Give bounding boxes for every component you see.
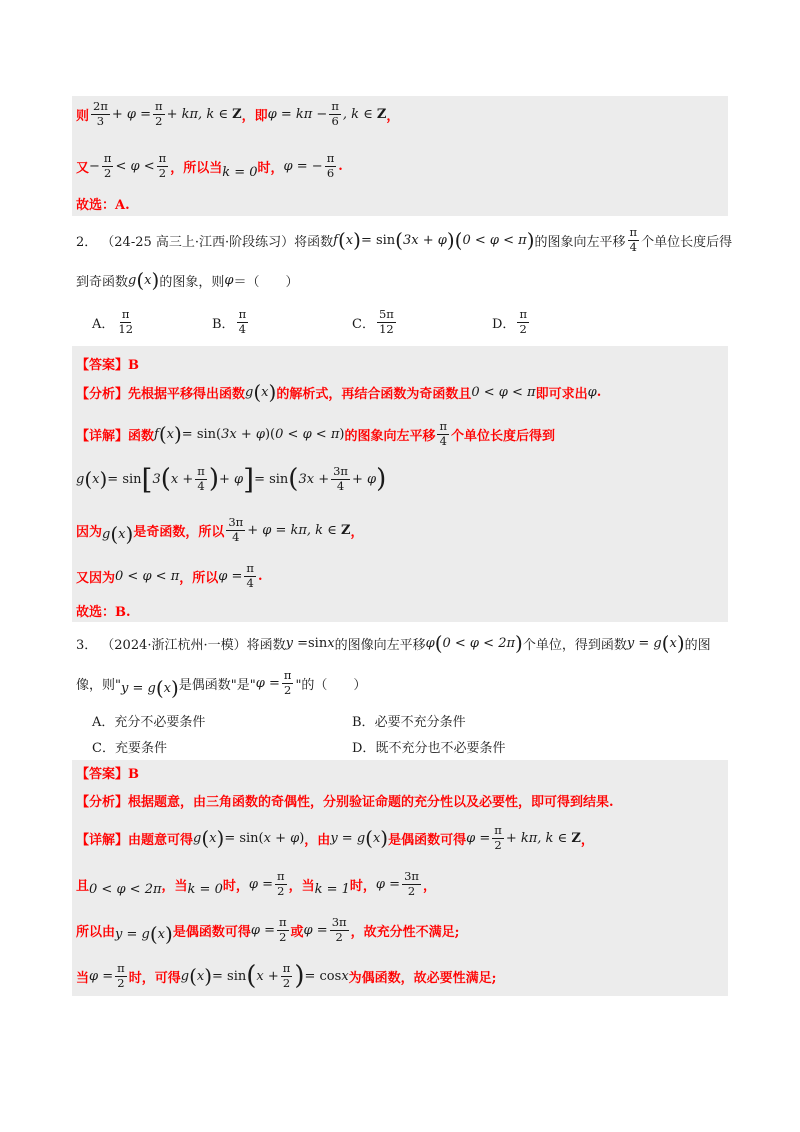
fraction: $\frac{5\pi}{12}$ xyxy=(378,307,394,336)
analysis-2: 【分析】先根据平移得出函数 g ( x ) 的解析式，再结合函数为奇函数且 0 < φ < π 即可求出 φ . xyxy=(76,380,602,404)
fraction: $\frac{\pi}{2}$ xyxy=(117,961,125,990)
detail-2-line-1: 【详解】函数 f ( x ) = sin( 3x + φ )( 0 < φ < π ) 的图象向左平移 $\frac{\pi}{4}$ 个单位长度后得到 xyxy=(76,419,556,448)
text: ，故充分性不满足; xyxy=(350,924,460,940)
fraction: $\frac{\pi}{4}$ xyxy=(439,419,448,448)
option-b[interactable] xyxy=(352,710,466,730)
option-d[interactable] xyxy=(492,304,531,340)
option-label: D． xyxy=(492,316,516,332)
option-label: C． xyxy=(352,316,375,332)
answer-2: 【答案】B xyxy=(76,357,139,373)
text: 【详解】由题意可得 xyxy=(76,832,194,848)
detail-3-line-3: 所以由 y = g ( x ) 是偶函数可得 φ = $\frac{\pi}{2}$ 或 φ = $\frac{3\pi}{2}$ ，故充分性不满足; xyxy=(76,915,460,946)
question-text: 是偶函数"是" xyxy=(178,677,256,693)
fraction: $\frac{\pi}{2}$ xyxy=(155,99,163,128)
fraction: $\frac{\pi}{2}$ xyxy=(103,151,112,180)
text: 又 xyxy=(76,160,90,176)
fraction: $\frac{\pi}{2}$ xyxy=(494,823,502,852)
fraction: $\frac{\pi}{4}$ xyxy=(197,464,205,493)
option-text: 既不充分也不必要条件 xyxy=(375,740,506,756)
option-label: D． xyxy=(352,740,376,756)
fraction: $\frac{3\pi}{2}$ xyxy=(404,869,419,898)
fraction: $\frac{\pi}{2}$ xyxy=(278,915,287,944)
text: 【分析】先根据平移得出函数 xyxy=(76,386,246,402)
solution-line-2: 又 − $\frac{\pi}{2}$ < φ < $\frac{\pi}{2}$ ，所以当 k = 0 时， φ = − $\frac{\pi}{6}$ . xyxy=(76,151,343,180)
question-text: 的图像向左平移 xyxy=(334,637,426,653)
fraction: $\frac{\pi}{2}$ xyxy=(277,869,285,898)
option-text: 充要条件 xyxy=(114,740,167,756)
text: 的解析式，再结合函数为奇函数且 xyxy=(276,386,472,402)
question-text: （2024·浙江杭州·一模）将函数 xyxy=(101,637,286,653)
option-text: 充分不必要条件 xyxy=(114,714,206,730)
fraction: $\frac{2\pi}{3}$ xyxy=(93,99,108,128)
text: 当 xyxy=(76,970,90,986)
text: 是偶函数可得 xyxy=(388,832,467,848)
text: 因为 xyxy=(76,524,103,540)
question-2-line-2: 到奇函数 g ( x ) 的图象，则 φ ＝（ ） xyxy=(76,268,299,292)
text: 时， xyxy=(257,160,284,176)
text: 时，可得 xyxy=(128,970,181,986)
text: ，所以当 xyxy=(170,160,223,176)
option-c[interactable] xyxy=(352,304,398,340)
option-d[interactable] xyxy=(352,736,505,756)
detail-2-equation: g ( x ) = sin [ 3 ( x + $\frac{\pi}{4}$ ) + φ ] = sin ( 3x + $\frac{3\pi}{4}$ + φ ) xyxy=(76,462,387,496)
fraction: $\frac{\pi}{2}$ xyxy=(283,668,292,697)
solution-choose-2: 故选：B. xyxy=(76,604,131,620)
fraction: $\frac{\pi}{4}$ xyxy=(246,561,254,590)
question-text: 个单位长度后得 xyxy=(641,234,733,250)
text: ，由 xyxy=(304,832,331,848)
text: 则 xyxy=(76,108,90,124)
option-label: A． xyxy=(92,714,115,730)
detail-2-because: 因为 g ( x ) 是奇函数，所以 $\frac{3\pi}{4}$ + φ = kπ, k ∈ Z ， xyxy=(76,515,364,546)
option-a[interactable] xyxy=(92,710,205,730)
text: 所以由 xyxy=(76,924,116,940)
text: 即可求出 xyxy=(535,386,588,402)
option-a[interactable] xyxy=(92,304,137,340)
text: ，所以 xyxy=(179,570,219,586)
fraction: $\frac{\pi}{2}$ xyxy=(158,151,167,180)
option-text: 必要不充分条件 xyxy=(374,714,466,730)
option-c[interactable] xyxy=(92,736,167,756)
analysis-3: 【分析】根据题意，由三角函数的奇偶性，分别验证命题的充分性以及必要性，即可得到结果. xyxy=(76,794,614,810)
fraction: $\frac{\pi}{4}$ xyxy=(238,307,247,336)
question-text: （24-25 高三上·江西·阶段练习）将函数 xyxy=(101,234,334,250)
solution-choose-1: 故选：A. xyxy=(76,197,130,213)
text: 或 xyxy=(290,924,304,940)
question-text: 到奇函数 xyxy=(76,274,129,290)
text: ，当 xyxy=(288,878,315,894)
text: 时， xyxy=(222,878,249,894)
option-label: C． xyxy=(92,740,115,756)
text: 又因为 xyxy=(76,570,116,586)
solution-line-1: 则 $\frac{2\pi}{3}$ + φ = $\frac{\pi}{2}$ + kπ, k ∈ Z ，即 φ = kπ − $\frac{\pi}{6}$ , k ∈ Z ， xyxy=(76,99,400,128)
question-3-line-2: 像，则" y = g ( x ) 是偶函数"是" φ = $\frac{\pi}{2}$ "的（ ） xyxy=(76,668,367,700)
fraction: $\frac{\pi}{2}$ xyxy=(519,307,527,336)
fraction: $\frac{\pi}{4}$ xyxy=(629,225,638,254)
question-3-line-1: 3． （2024·浙江杭州·一模）将函数 y = sin x 的图像向左平移 φ ( 0 < φ < 2π ) 个单位，得到函数 y = g ( x ) 的图 xyxy=(76,631,711,655)
question-number: 3． xyxy=(76,637,98,653)
text: 个单位长度后得到 xyxy=(451,428,556,444)
question-text: 的图象，则 xyxy=(159,274,225,290)
fraction: $\frac{3\pi}{2}$ xyxy=(331,915,347,944)
text: 且 xyxy=(76,878,90,894)
text: 的图象向左平移 xyxy=(344,428,436,444)
detail-2-also: 又因为 0 < φ < π ，所以 φ = $\frac{\pi}{4}$ . xyxy=(76,561,263,590)
fraction: $\frac{\pi}{12}$ xyxy=(118,307,134,336)
text: 为偶函数，故必要性满足; xyxy=(348,970,497,986)
option-label: B． xyxy=(352,714,375,730)
detail-3-line-2: 且 0 < φ < 2π ，当 k = 0 时， φ = $\frac{\pi}{2}$ ，当 k = 1 时， φ = $\frac{3\pi}{2}$ ， xyxy=(76,869,436,898)
question-text: "的（ ） xyxy=(295,677,367,693)
text: . xyxy=(338,158,343,174)
option-b[interactable] xyxy=(212,304,250,340)
detail-3-line-1: 【详解】由题意可得 g ( x ) = sin( x + φ ) ，由 y = g ( x ) 是偶函数可得 φ = $\frac{\pi}{2}$ + kπ, k ∈ Z ， xyxy=(76,823,594,852)
answer-3: 【答案】B xyxy=(76,766,139,782)
option-label: A． xyxy=(92,316,115,332)
question-number: 2． xyxy=(76,234,98,250)
question-text: 像，则" xyxy=(76,677,121,693)
option-label: B． xyxy=(212,316,235,332)
question-text: ＝（ ） xyxy=(233,274,299,290)
question-2-line-1: 2． （24-25 高三上·江西·阶段练习）将函数 f ( x ) = sin ( 3x + φ ) ( 0 < φ < π ) 的图象向左平移 $\frac{\pi}{4}$ 个单位长度后得 xyxy=(76,225,733,254)
text: 时， xyxy=(349,878,376,894)
fraction: $\frac{3\pi}{4}$ xyxy=(333,464,348,493)
detail-3-line-4: 当 φ = $\frac{\pi}{2}$ 时，可得 g ( x ) = sin ( x + $\frac{\pi}{2}$ ) = cos x 为偶函数，故必要性满足; xyxy=(76,961,497,991)
fraction: $\frac{3\pi}{4}$ xyxy=(228,515,244,544)
text: ，当 xyxy=(161,878,188,894)
question-text: 的图象向左平移 xyxy=(534,234,626,250)
fraction: $\frac{\pi}{6}$ xyxy=(326,151,335,180)
text: 【详解】函数 xyxy=(76,428,155,444)
fraction: $\frac{\pi}{6}$ xyxy=(331,99,339,128)
text: ， xyxy=(386,108,400,124)
question-text: 个单位，得到函数 xyxy=(522,637,627,653)
text: 是偶函数可得 xyxy=(172,924,251,940)
text: 是奇函数，所以 xyxy=(133,524,225,540)
question-text: 的图 xyxy=(684,637,711,653)
fraction: $\frac{\pi}{2}$ xyxy=(282,961,291,990)
text: ，即 xyxy=(241,108,268,124)
